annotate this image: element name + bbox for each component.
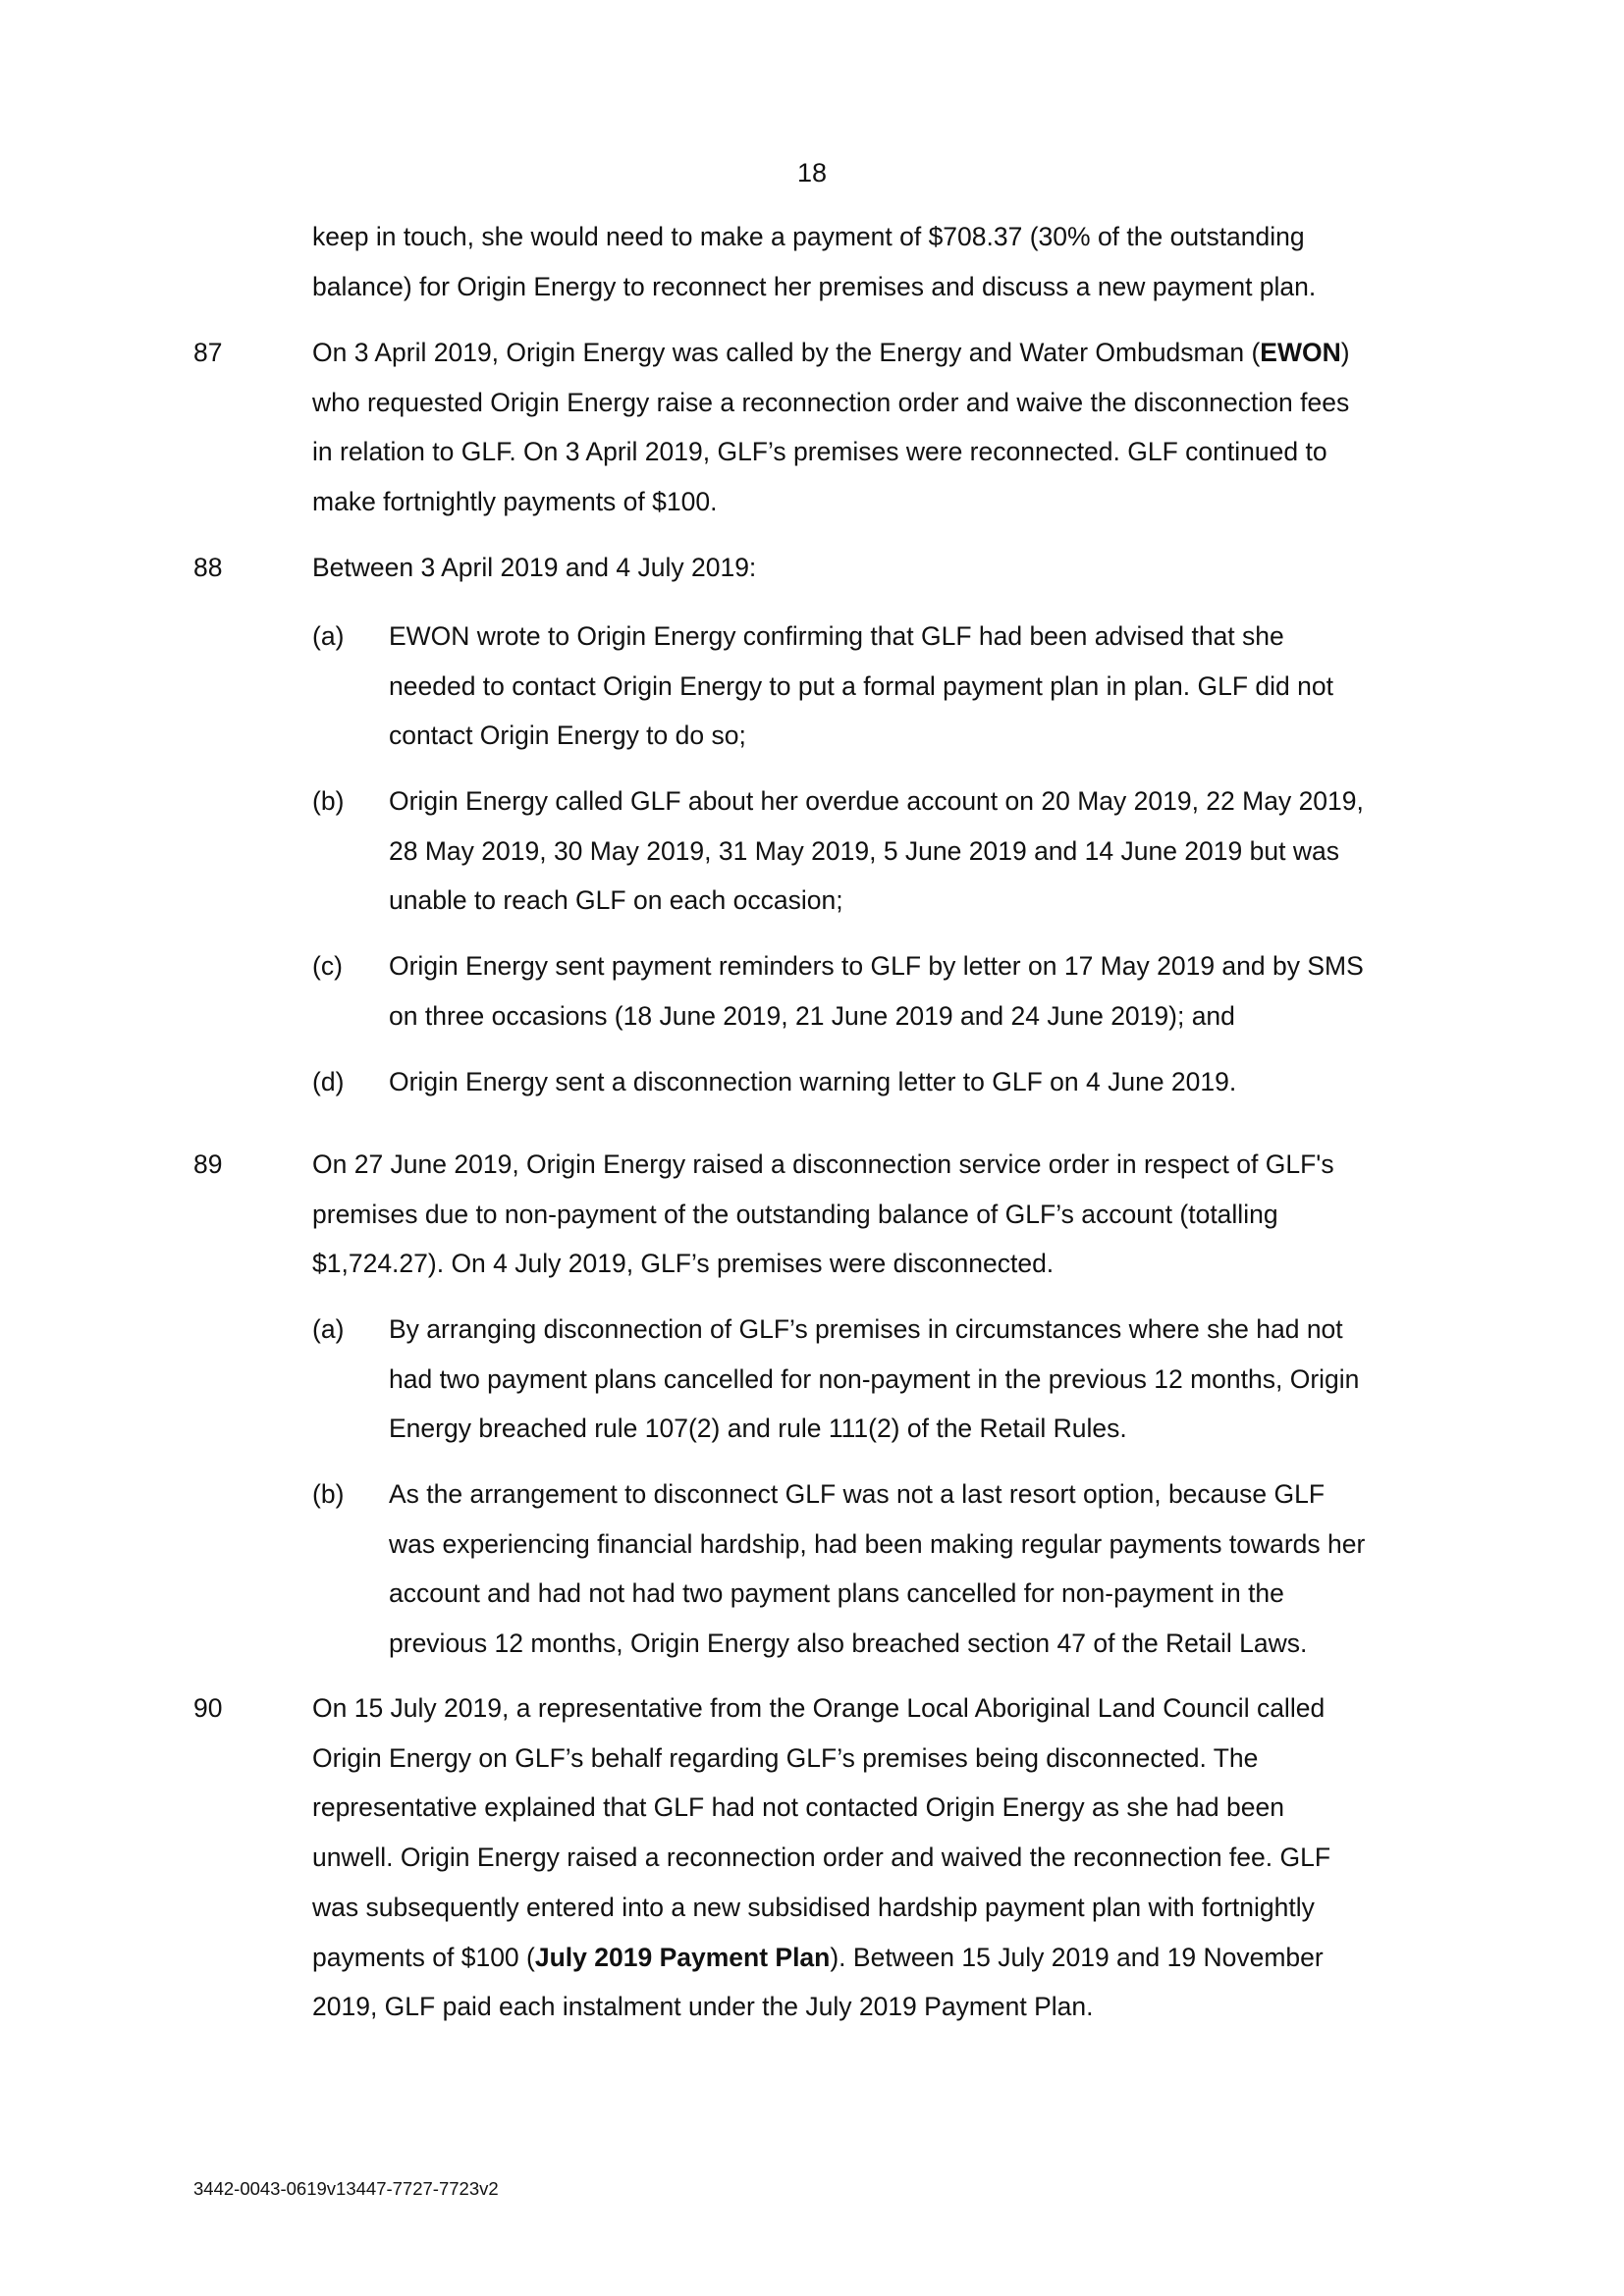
text-line: balance) for Origin Energy to reconnect her premises and discuss a new payment plan. bbox=[312, 271, 1317, 301]
text-line: On 27 June 2019, Origin Energy raised a disconnection service order in respect of GLF's bbox=[312, 1149, 1334, 1179]
text-run: ) bbox=[1340, 338, 1350, 367]
text-run: ). Between 15 July 2019 and 19 November bbox=[830, 1942, 1324, 1972]
paragraph-number-87: 87 bbox=[193, 338, 223, 367]
paragraph-number-89: 89 bbox=[193, 1149, 223, 1179]
text-line: On 15 July 2019, a representative from the Orange Local Aboriginal Land Council called bbox=[312, 1693, 1326, 1723]
subparagraph-label-88c: (c) bbox=[312, 951, 343, 981]
paragraph-number-88: 88 bbox=[193, 553, 223, 582]
subparagraph-label-89a: (a) bbox=[312, 1314, 345, 1344]
document-reference: 3442-0043-0619v13447-7727-7723v2 bbox=[193, 2178, 499, 2199]
text-line: on three occasions (18 June 2019, 21 June 2019 and 24 June 2019); and bbox=[389, 1000, 1235, 1031]
subparagraph-label-88b: (b) bbox=[312, 786, 345, 816]
subparagraph-88b bbox=[389, 776, 1494, 926]
text-line: was subsequently entered into a new subsidised hardship payment plan with fortnightly bbox=[312, 1892, 1315, 1922]
text-line: unable to reach GLF on each occasion; bbox=[389, 885, 843, 916]
paragraph-90 bbox=[312, 1683, 1490, 2032]
text-line: Origin Energy sent payment reminders to GLF by letter on 17 May 2019 and by SMS bbox=[389, 951, 1364, 981]
subparagraph-label-88d: (d) bbox=[312, 1067, 345, 1096]
paragraph-number-90: 90 bbox=[193, 1693, 223, 1723]
text-line: $1,724.27). On 4 July 2019, GLF’s premises were disconnected. bbox=[312, 1249, 1055, 1279]
text-line: EWON wrote to Origin Energy confirming that GLF had been advised that she bbox=[389, 621, 1284, 651]
subparagraph-88d bbox=[389, 1057, 1494, 1107]
subparagraph-89b bbox=[389, 1469, 1494, 1669]
text-line: 28 May 2019, 30 May 2019, 31 May 2019, 5 June 2019 and 14 June 2019 but was bbox=[389, 835, 1339, 866]
text-line: By arranging disconnection of GLF’s premises in circumstances where she had not bbox=[389, 1314, 1343, 1344]
text-line: in relation to GLF. On 3 April 2019, GLF’s premises were reconnected. GLF continued to bbox=[312, 437, 1327, 467]
subparagraph-89a bbox=[389, 1305, 1494, 1454]
text-line: had two payment plans cancelled for non-payment in the previous 12 months, Origin bbox=[389, 1363, 1360, 1394]
text-line: Origin Energy called GLF about her overdue account on 20 May 2019, 22 May 2019, bbox=[389, 786, 1364, 816]
text-line: account and had not had two payment plans cancelled for non-payment in the bbox=[389, 1578, 1284, 1609]
text-line: needed to contact Origin Energy to put a formal payment plan in plan. GLF did not bbox=[389, 670, 1333, 701]
defined-term: EWON bbox=[1260, 338, 1341, 367]
text-line bbox=[312, 1933, 1490, 1983]
subparagraph-label-89b: (b) bbox=[312, 1479, 345, 1509]
subparagraph-88c bbox=[389, 941, 1494, 1041]
text-line: was experiencing financial hardship, had been making regular payments towards her bbox=[389, 1528, 1366, 1559]
text-line: unwell. Origin Energy raised a reconnection order and waived the reconnection fee. GLF bbox=[312, 1842, 1331, 1873]
text-line bbox=[312, 328, 1490, 378]
subparagraph-88a bbox=[389, 612, 1494, 761]
text-line: representative explained that GLF had not contacted Origin Energy as she had been bbox=[312, 1792, 1284, 1823]
text-run: On 3 April 2019, Origin Energy was called by the Energy and Water Ombudsman ( bbox=[312, 338, 1261, 367]
page-number: 18 bbox=[796, 158, 828, 187]
text-line: contact Origin Energy to do so; bbox=[389, 721, 746, 751]
text-line: As the arrangement to disconnect GLF was not a last resort option, because GLF bbox=[389, 1479, 1326, 1509]
text-run: payments of $100 ( bbox=[312, 1942, 535, 1972]
text-line: Origin Energy sent a disconnection warning letter to GLF on 4 June 2019. bbox=[389, 1067, 1237, 1096]
text-line: 2019, GLF paid each instalment under the July 2019 Payment Plan. bbox=[312, 1992, 1094, 2022]
paragraph-89 bbox=[312, 1140, 1490, 1289]
continuation-text bbox=[312, 212, 1490, 311]
text-line: Between 3 April 2019 and 4 July 2019: bbox=[312, 553, 757, 582]
text-line: Origin Energy on GLF’s behalf regarding GLF’s premises being disconnected. The bbox=[312, 1742, 1259, 1773]
text-line: Energy breached rule 107(2) and rule 111(2) of the Retail Rules. bbox=[389, 1414, 1127, 1444]
paragraph-87 bbox=[312, 328, 1490, 527]
text-line: previous 12 months, Origin Energy also breached section 47 of the Retail Laws. bbox=[389, 1629, 1308, 1659]
subparagraph-label-88a: (a) bbox=[312, 621, 345, 651]
defined-term: July 2019 Payment Plan bbox=[534, 1942, 831, 1972]
text-line: premises due to non-payment of the outstanding balance of GLF’s account (totalling bbox=[312, 1199, 1278, 1229]
text-line: make fortnightly payments of $100. bbox=[312, 487, 718, 517]
text-line: who requested Origin Energy raise a reconnection order and waive the disconnection fees bbox=[312, 387, 1350, 417]
paragraph-88 bbox=[312, 543, 1490, 593]
text-line: keep in touch, she would need to make a payment of $708.37 (30% of the outstanding bbox=[312, 222, 1305, 251]
